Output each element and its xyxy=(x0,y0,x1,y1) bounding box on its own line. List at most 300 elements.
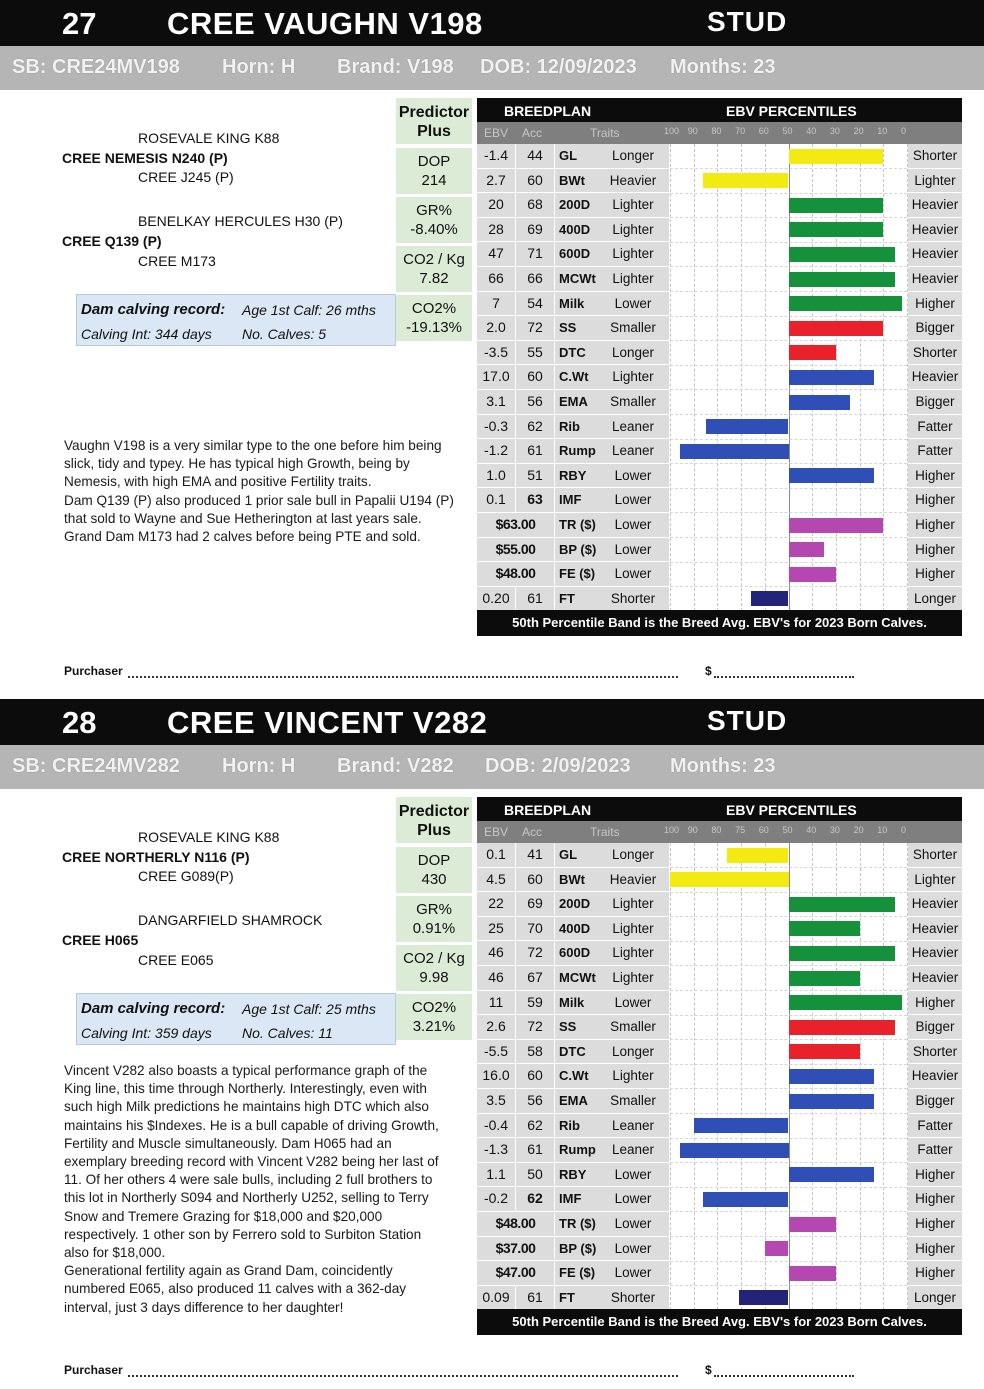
trait-row xyxy=(477,587,962,612)
description-line: 11. Of her others 4 were sale bulls, including 2 full brothers to xyxy=(64,1172,433,1188)
trait-high-label: Lighter xyxy=(908,868,962,892)
trait-low-label: Lower xyxy=(597,1261,669,1285)
accuracy-value: 61 xyxy=(516,1286,554,1310)
ebv-percentile-chart xyxy=(477,797,962,1335)
accuracy-value: 50 xyxy=(516,1163,554,1187)
percentile-tick-label: 30 xyxy=(829,825,840,835)
trait-row xyxy=(477,1237,962,1262)
accuracy-value: 63 xyxy=(516,488,554,512)
percentile-tick-label: 20 xyxy=(853,825,864,835)
trait-high-label: Bigger xyxy=(908,1089,962,1113)
trait-row xyxy=(477,868,962,893)
percentile-tick-label: 30 xyxy=(829,126,840,136)
trait-code: 400D xyxy=(555,218,597,242)
chart-footnote: 50th Percentile Band is the Breed Avg. EBV's for 2023 Born Calves. xyxy=(477,1309,962,1335)
accuracy-value: 62 xyxy=(516,1187,554,1211)
trait-low-label: Longer xyxy=(597,144,669,168)
predictor-label: DOP xyxy=(417,153,451,170)
trait-high-label: Bigger xyxy=(908,1015,962,1039)
predictor-value: 7.82 xyxy=(419,270,449,287)
trait-low-label: Longer xyxy=(597,1040,669,1064)
trait-low-label: Leaner xyxy=(597,1114,669,1138)
trait-code: TR ($) xyxy=(555,513,597,537)
price-label: $ xyxy=(705,1363,712,1377)
ebv-value: 47 xyxy=(477,242,515,266)
accuracy-value: 72 xyxy=(516,1015,554,1039)
ebv-percentile-chart xyxy=(477,98,962,636)
predictor-value: 430 xyxy=(421,871,447,888)
trait-code: FT xyxy=(555,1286,597,1310)
ebv-value: 0.09 xyxy=(477,1286,515,1310)
trait-low-label: Lighter xyxy=(597,1064,669,1088)
trait-row xyxy=(477,439,962,464)
pedigree-sire: CREE NORTHERLY N116 (P) xyxy=(62,849,250,865)
ebv-value: 3.5 xyxy=(477,1089,515,1113)
chart-column-header xyxy=(477,122,962,144)
percentile-tick-label: 50 xyxy=(782,126,793,136)
predictor-item xyxy=(396,945,472,991)
category-label: STUD xyxy=(707,705,788,736)
lot-details-bar xyxy=(0,46,984,90)
trait-code: RBY xyxy=(555,1163,597,1187)
trait-low-label: Smaller xyxy=(597,316,669,340)
trait-code: 600D xyxy=(555,242,597,266)
lot-description xyxy=(64,1062,469,1317)
trait-high-label: Fatter xyxy=(908,415,962,439)
trait-high-label: Higher xyxy=(908,538,962,562)
description-line: respectively. 1 other son by Ferrero sold to Surbiton Station xyxy=(64,1226,422,1242)
ebv-value: -0.2 xyxy=(477,1187,515,1211)
trait-row xyxy=(477,415,962,440)
calving-interval: Calving Int: 359 days xyxy=(81,1025,212,1041)
pedigree-sire-sire: ROSEVALE KING K88 xyxy=(138,829,280,845)
trait-low-label: Leaner xyxy=(597,439,669,463)
accuracy-value: 70 xyxy=(516,917,554,941)
accuracy-value: 61 xyxy=(516,1138,554,1162)
trait-high-label: Longer xyxy=(908,587,962,611)
brand: Brand: V282 xyxy=(337,755,454,777)
predictor-item xyxy=(396,994,472,1040)
accuracy-value: 68 xyxy=(516,193,554,217)
ebv-value: 20 xyxy=(477,193,515,217)
trait-code: GL xyxy=(555,843,597,867)
trait-code: FE ($) xyxy=(555,562,597,586)
purchaser-label: Purchaser xyxy=(64,664,123,678)
trait-low-label: Lighter xyxy=(597,193,669,217)
trait-low-label: Lighter xyxy=(597,917,669,941)
accuracy-value: 60 xyxy=(516,365,554,389)
trait-code: BP ($) xyxy=(555,1237,597,1261)
ebv-value: 1.1 xyxy=(477,1163,515,1187)
bull-name: CREE VINCENT V282 xyxy=(167,705,488,740)
trait-low-label: Lower xyxy=(597,991,669,1015)
percentile-tick-label: 75 xyxy=(735,825,746,835)
trait-row xyxy=(477,1187,962,1212)
ebv-value: -1.3 xyxy=(477,1138,515,1162)
trait-code: BWt xyxy=(555,868,597,892)
predictor-value: 3.21% xyxy=(412,1018,456,1035)
trait-low-label: Smaller xyxy=(597,1015,669,1039)
ebv-value: 0.1 xyxy=(477,488,515,512)
trait-row xyxy=(477,991,962,1016)
ebv-value: 22 xyxy=(477,892,515,916)
trait-low-label: Heavier xyxy=(597,169,669,193)
trait-code: MCWt xyxy=(555,966,597,990)
trait-row xyxy=(477,242,962,267)
trait-low-label: Leaner xyxy=(597,415,669,439)
accuracy-value: 44 xyxy=(516,144,554,168)
trait-row xyxy=(477,464,962,489)
ebv-value: 4.5 xyxy=(477,868,515,892)
percentile-tick-label: 70 xyxy=(735,126,746,136)
trait-high-label: Heavier xyxy=(908,267,962,291)
predictor-label: GR% xyxy=(416,901,452,918)
ebv-value: 11 xyxy=(477,991,515,1015)
pedigree-dam: CREE H065 xyxy=(62,932,139,948)
trait-low-label: Longer xyxy=(597,843,669,867)
ebv-value: 17.0 xyxy=(477,365,515,389)
predictor-item xyxy=(396,197,472,243)
accuracy-value: 69 xyxy=(516,218,554,242)
predictor-item xyxy=(396,896,472,942)
trait-row xyxy=(477,513,962,538)
chart-title-bar xyxy=(477,98,962,122)
trait-code: 400D xyxy=(555,917,597,941)
trait-code: Milk xyxy=(555,292,597,316)
purchaser-line[interactable] xyxy=(128,676,678,678)
ebv-value: 2.0 xyxy=(477,316,515,340)
percentile-tick-label: 80 xyxy=(711,126,722,136)
chart-subtitle: EBV PERCENTILES xyxy=(726,103,857,119)
trait-code: 600D xyxy=(555,941,597,965)
ebv-value: 46 xyxy=(477,966,515,990)
trait-high-label: Higher xyxy=(908,1163,962,1187)
percentile-tick-label: 50 xyxy=(782,825,793,835)
chart-footnote: 50th Percentile Band is the Breed Avg. EBV's for 2023 Born Calves. xyxy=(477,610,962,636)
description-line: Nemesis, with high EMA and positive Fertility traits. xyxy=(64,474,372,490)
calving-interval: Calving Int: 344 days xyxy=(81,326,212,342)
predictor-value: 214 xyxy=(421,172,447,189)
percentile-tick-label: 40 xyxy=(806,126,817,136)
predictor-plus-header: Predictor Plus xyxy=(396,797,472,845)
pedigree-sire-dam: CREE G089(P) xyxy=(138,868,234,884)
age-months: Months: 23 xyxy=(670,56,776,78)
trait-code: IMF xyxy=(555,488,597,512)
description-line: Snow and Tremere Grazing for $18,000 and $20,000 xyxy=(64,1208,383,1224)
trait-code: RBY xyxy=(555,464,597,488)
trait-high-label: Shorter xyxy=(908,843,962,867)
ebv-value: 66 xyxy=(477,267,515,291)
trait-high-label: Heavier xyxy=(908,365,962,389)
ebv-value: 46 xyxy=(477,941,515,965)
trait-code: 200D xyxy=(555,193,597,217)
description-line: exemplary breeding record with Vincent V282 being her last of xyxy=(64,1154,439,1170)
column-acc: Acc xyxy=(522,126,543,140)
trait-high-label: Heavier xyxy=(908,242,962,266)
trait-high-label: Higher xyxy=(908,991,962,1015)
ebv-value: -1.2 xyxy=(477,439,515,463)
percentile-tick-label: 90 xyxy=(687,126,698,136)
trait-high-label: Higher xyxy=(908,292,962,316)
date-of-birth: DOB: 12/09/2023 xyxy=(480,56,637,78)
accuracy-value: 71 xyxy=(516,242,554,266)
ebv-value: -0.4 xyxy=(477,1114,515,1138)
trait-high-label: Fatter xyxy=(908,439,962,463)
trait-high-label: Shorter xyxy=(908,341,962,365)
sb-number: SB: CRE24MV282 xyxy=(12,755,180,777)
trait-high-label: Bigger xyxy=(908,316,962,340)
accuracy-value: 60 xyxy=(516,868,554,892)
chart-title: BREEDPLAN xyxy=(504,802,592,818)
accuracy-value: 61 xyxy=(516,587,554,611)
description-line: Fertility and Muscle simultaneously. Dam H065 had an xyxy=(64,1135,392,1151)
column-ebv: EBV xyxy=(484,825,509,839)
trait-low-label: Lighter xyxy=(597,242,669,266)
trait-low-label: Lower xyxy=(597,1237,669,1261)
predictor-value: 0.91% xyxy=(412,920,456,937)
trait-low-label: Smaller xyxy=(597,390,669,414)
chart-column-header xyxy=(477,821,962,843)
predictor-item xyxy=(396,148,472,194)
ebv-value: $55.00 xyxy=(477,538,554,562)
trait-code: C.Wt xyxy=(555,365,597,389)
pedigree-sire-sire: ROSEVALE KING K88 xyxy=(138,130,280,146)
ebv-value: 28 xyxy=(477,218,515,242)
dam-calving-record xyxy=(76,993,396,1045)
accuracy-value: 55 xyxy=(516,341,554,365)
lot-number: 27 xyxy=(62,6,97,41)
trait-row xyxy=(477,538,962,563)
accuracy-value: 72 xyxy=(516,941,554,965)
percentile-tick-label: 0 xyxy=(901,126,907,136)
trait-high-label: Higher xyxy=(908,1261,962,1285)
trait-code: SS xyxy=(555,316,597,340)
trait-code: EMA xyxy=(555,1089,597,1113)
description-line: numbered E065, also produced 11 calves with a 362-day xyxy=(64,1281,407,1297)
trait-code: Rib xyxy=(555,415,597,439)
trait-low-label: Smaller xyxy=(597,1089,669,1113)
trait-code: MCWt xyxy=(555,267,597,291)
ebv-value: $48.00 xyxy=(477,562,554,586)
date-of-birth: DOB: 2/09/2023 xyxy=(485,755,631,777)
lot-description xyxy=(64,437,469,546)
ebv-value: 0.1 xyxy=(477,843,515,867)
sb-number: SB: CRE24MV198 xyxy=(12,56,180,78)
ebv-value: 7 xyxy=(477,292,515,316)
trait-code: FT xyxy=(555,587,597,611)
description-line: Vaughn V198 is a very similar type to the one before him being xyxy=(64,438,442,453)
trait-high-label: Longer xyxy=(908,1286,962,1310)
trait-row xyxy=(477,1163,962,1188)
trait-row xyxy=(477,1089,962,1114)
trait-row xyxy=(477,1040,962,1065)
trait-row xyxy=(477,562,962,587)
predictor-value: 9.98 xyxy=(419,969,449,986)
trait-high-label: Higher xyxy=(908,1237,962,1261)
trait-high-label: Higher xyxy=(908,513,962,537)
predictor-value: -8.40% xyxy=(410,221,458,238)
pedigree-dam-dam: CREE E065 xyxy=(138,952,214,968)
trait-low-label: Lower xyxy=(597,1212,669,1236)
percentile-tick-label: 40 xyxy=(806,825,817,835)
predictor-label: CO2% xyxy=(411,300,457,317)
purchaser-label: Purchaser xyxy=(64,1363,123,1377)
accuracy-value: 62 xyxy=(516,1114,554,1138)
trait-high-label: Heavier xyxy=(908,193,962,217)
trait-row xyxy=(477,365,962,390)
trait-low-label: Lighter xyxy=(597,365,669,389)
description-line: Vincent V282 also boasts a typical performance graph of the xyxy=(64,1063,428,1078)
trait-row xyxy=(477,1064,962,1089)
accuracy-value: 54 xyxy=(516,292,554,316)
trait-low-label: Leaner xyxy=(597,1138,669,1162)
trait-low-label: Lower xyxy=(597,292,669,316)
predictor-label: CO2 / Kg xyxy=(403,950,465,967)
trait-code: TR ($) xyxy=(555,1212,597,1236)
trait-code: Rump xyxy=(555,439,597,463)
pedigree-sire-dam: CREE J245 (P) xyxy=(138,169,234,185)
trait-row xyxy=(477,1138,962,1163)
predictor-plus-panel xyxy=(396,797,472,1045)
trait-row xyxy=(477,316,962,341)
percentile-tick-label: 60 xyxy=(758,825,769,835)
accuracy-value: 56 xyxy=(516,390,554,414)
accuracy-value: 61 xyxy=(516,439,554,463)
chart-title-bar xyxy=(477,797,962,821)
description-line: maintains his $Indexes. He is a bull capable of driving Growth, xyxy=(64,1117,439,1133)
predictor-label: DOP xyxy=(417,852,451,869)
percentile-tick-label: 90 xyxy=(687,825,698,835)
description-line: Grand Dam M173 had 2 calves before being PTE and sold. xyxy=(64,529,421,545)
trait-code: BWt xyxy=(555,169,597,193)
trait-code: SS xyxy=(555,1015,597,1039)
accuracy-value: 69 xyxy=(516,892,554,916)
trait-high-label: Higher xyxy=(908,488,962,512)
accuracy-value: 56 xyxy=(516,1089,554,1113)
horn-status: Horn: H xyxy=(222,56,296,78)
lot-header xyxy=(0,0,984,46)
trait-high-label: Shorter xyxy=(908,144,962,168)
trait-low-label: Lighter xyxy=(597,218,669,242)
brand: Brand: V198 xyxy=(337,56,454,78)
predictor-label: GR% xyxy=(416,202,452,219)
accuracy-value: 51 xyxy=(516,464,554,488)
percentile-tick-label: 0 xyxy=(901,825,907,835)
description-line: such high Milk predictions he maintains high DTC which also xyxy=(64,1099,429,1115)
lot-section-28 xyxy=(0,699,984,1389)
description-line: that sold to Wayne and Sue Hetherington at last years sale. xyxy=(64,510,422,526)
accuracy-value: 60 xyxy=(516,169,554,193)
age-first-calf: Age 1st Calf: 26 mths xyxy=(242,302,376,318)
trait-low-label: Lighter xyxy=(597,267,669,291)
pedigree-sire: CREE NEMESIS N240 (P) xyxy=(62,150,228,166)
trait-high-label: Higher xyxy=(908,1187,962,1211)
column-acc: Acc xyxy=(522,825,543,839)
ebv-value: $37.00 xyxy=(477,1237,554,1261)
percentile-tick-label: 60 xyxy=(758,126,769,136)
trait-high-label: Heavier xyxy=(908,917,962,941)
trait-code: GL xyxy=(555,144,597,168)
trait-row xyxy=(477,1286,962,1311)
ebv-value: $48.00 xyxy=(477,1212,554,1236)
description-line: King line, this time through Northerly. Interestingly, even with xyxy=(64,1081,427,1097)
bull-name: CREE VAUGHN V198 xyxy=(167,6,483,41)
ebv-value: 3.1 xyxy=(477,390,515,414)
price-line[interactable] xyxy=(714,676,854,678)
chart-subtitle: EBV PERCENTILES xyxy=(726,802,857,818)
trait-high-label: Bigger xyxy=(908,390,962,414)
purchaser-line[interactable] xyxy=(128,1375,678,1377)
trait-low-label: Lighter xyxy=(597,966,669,990)
number-of-calves: No. Calves: 5 xyxy=(242,326,327,342)
trait-low-label: Lower xyxy=(597,488,669,512)
accuracy-value: 59 xyxy=(516,991,554,1015)
trait-row xyxy=(477,193,962,218)
trait-code: IMF xyxy=(555,1187,597,1211)
predictor-plus-panel xyxy=(396,98,472,346)
trait-low-label: Longer xyxy=(597,341,669,365)
lot-details-bar xyxy=(0,745,984,789)
age-months: Months: 23 xyxy=(670,755,776,777)
trait-row xyxy=(477,144,962,169)
category-label: STUD xyxy=(707,6,788,37)
horn-status: Horn: H xyxy=(222,755,296,777)
trait-row xyxy=(477,341,962,366)
trait-high-label: Heavier xyxy=(908,892,962,916)
trait-code: Milk xyxy=(555,991,597,1015)
lot-section-27 xyxy=(0,0,984,690)
ebv-value: -5.5 xyxy=(477,1040,515,1064)
trait-high-label: Shorter xyxy=(908,1040,962,1064)
trait-code: FE ($) xyxy=(555,1261,597,1285)
lot-header xyxy=(0,699,984,745)
accuracy-value: 62 xyxy=(516,415,554,439)
pedigree-dam-dam: CREE M173 xyxy=(138,253,216,269)
accuracy-value: 60 xyxy=(516,1064,554,1088)
dam-record-title: Dam calving record: xyxy=(81,1000,226,1017)
column-traits: Traits xyxy=(590,126,620,140)
trait-low-label: Lighter xyxy=(597,941,669,965)
ebv-value: -0.3 xyxy=(477,415,515,439)
pedigree-dam-sire: DANGARFIELD SHAMROCK xyxy=(138,912,323,928)
trait-row xyxy=(477,966,962,991)
trait-code: DTC xyxy=(555,1040,597,1064)
ebv-value: 16.0 xyxy=(477,1064,515,1088)
accuracy-value: 41 xyxy=(516,843,554,867)
trait-high-label: Higher xyxy=(908,464,962,488)
description-line: interval, just 3 days difference to her daughter! xyxy=(64,1299,344,1315)
percentile-tick-label: 100 xyxy=(664,825,680,835)
trait-code: EMA xyxy=(555,390,597,414)
trait-low-label: Lower xyxy=(597,538,669,562)
trait-high-label: Higher xyxy=(908,1212,962,1236)
trait-low-label: Lighter xyxy=(597,892,669,916)
ebv-value: 1.0 xyxy=(477,464,515,488)
description-line: also for $18,000. xyxy=(64,1245,166,1261)
price-line[interactable] xyxy=(714,1375,854,1377)
predictor-plus-header: Predictor Plus xyxy=(396,98,472,146)
ebv-value: -1.4 xyxy=(477,144,515,168)
trait-code: C.Wt xyxy=(555,1064,597,1088)
description-line: this lot in Northerly S094 and Northerly U252, selling to Terry xyxy=(64,1190,429,1206)
percentile-tick-label: 20 xyxy=(853,126,864,136)
ebv-value: $63.00 xyxy=(477,513,554,537)
description-line: slick, tidy and typey. He has typical high Growth, being by xyxy=(64,456,410,472)
column-ebv: EBV xyxy=(484,126,509,140)
trait-high-label: Higher xyxy=(908,562,962,586)
percentile-tick-label: 100 xyxy=(664,126,680,136)
dam-record-title: Dam calving record: xyxy=(81,301,226,318)
